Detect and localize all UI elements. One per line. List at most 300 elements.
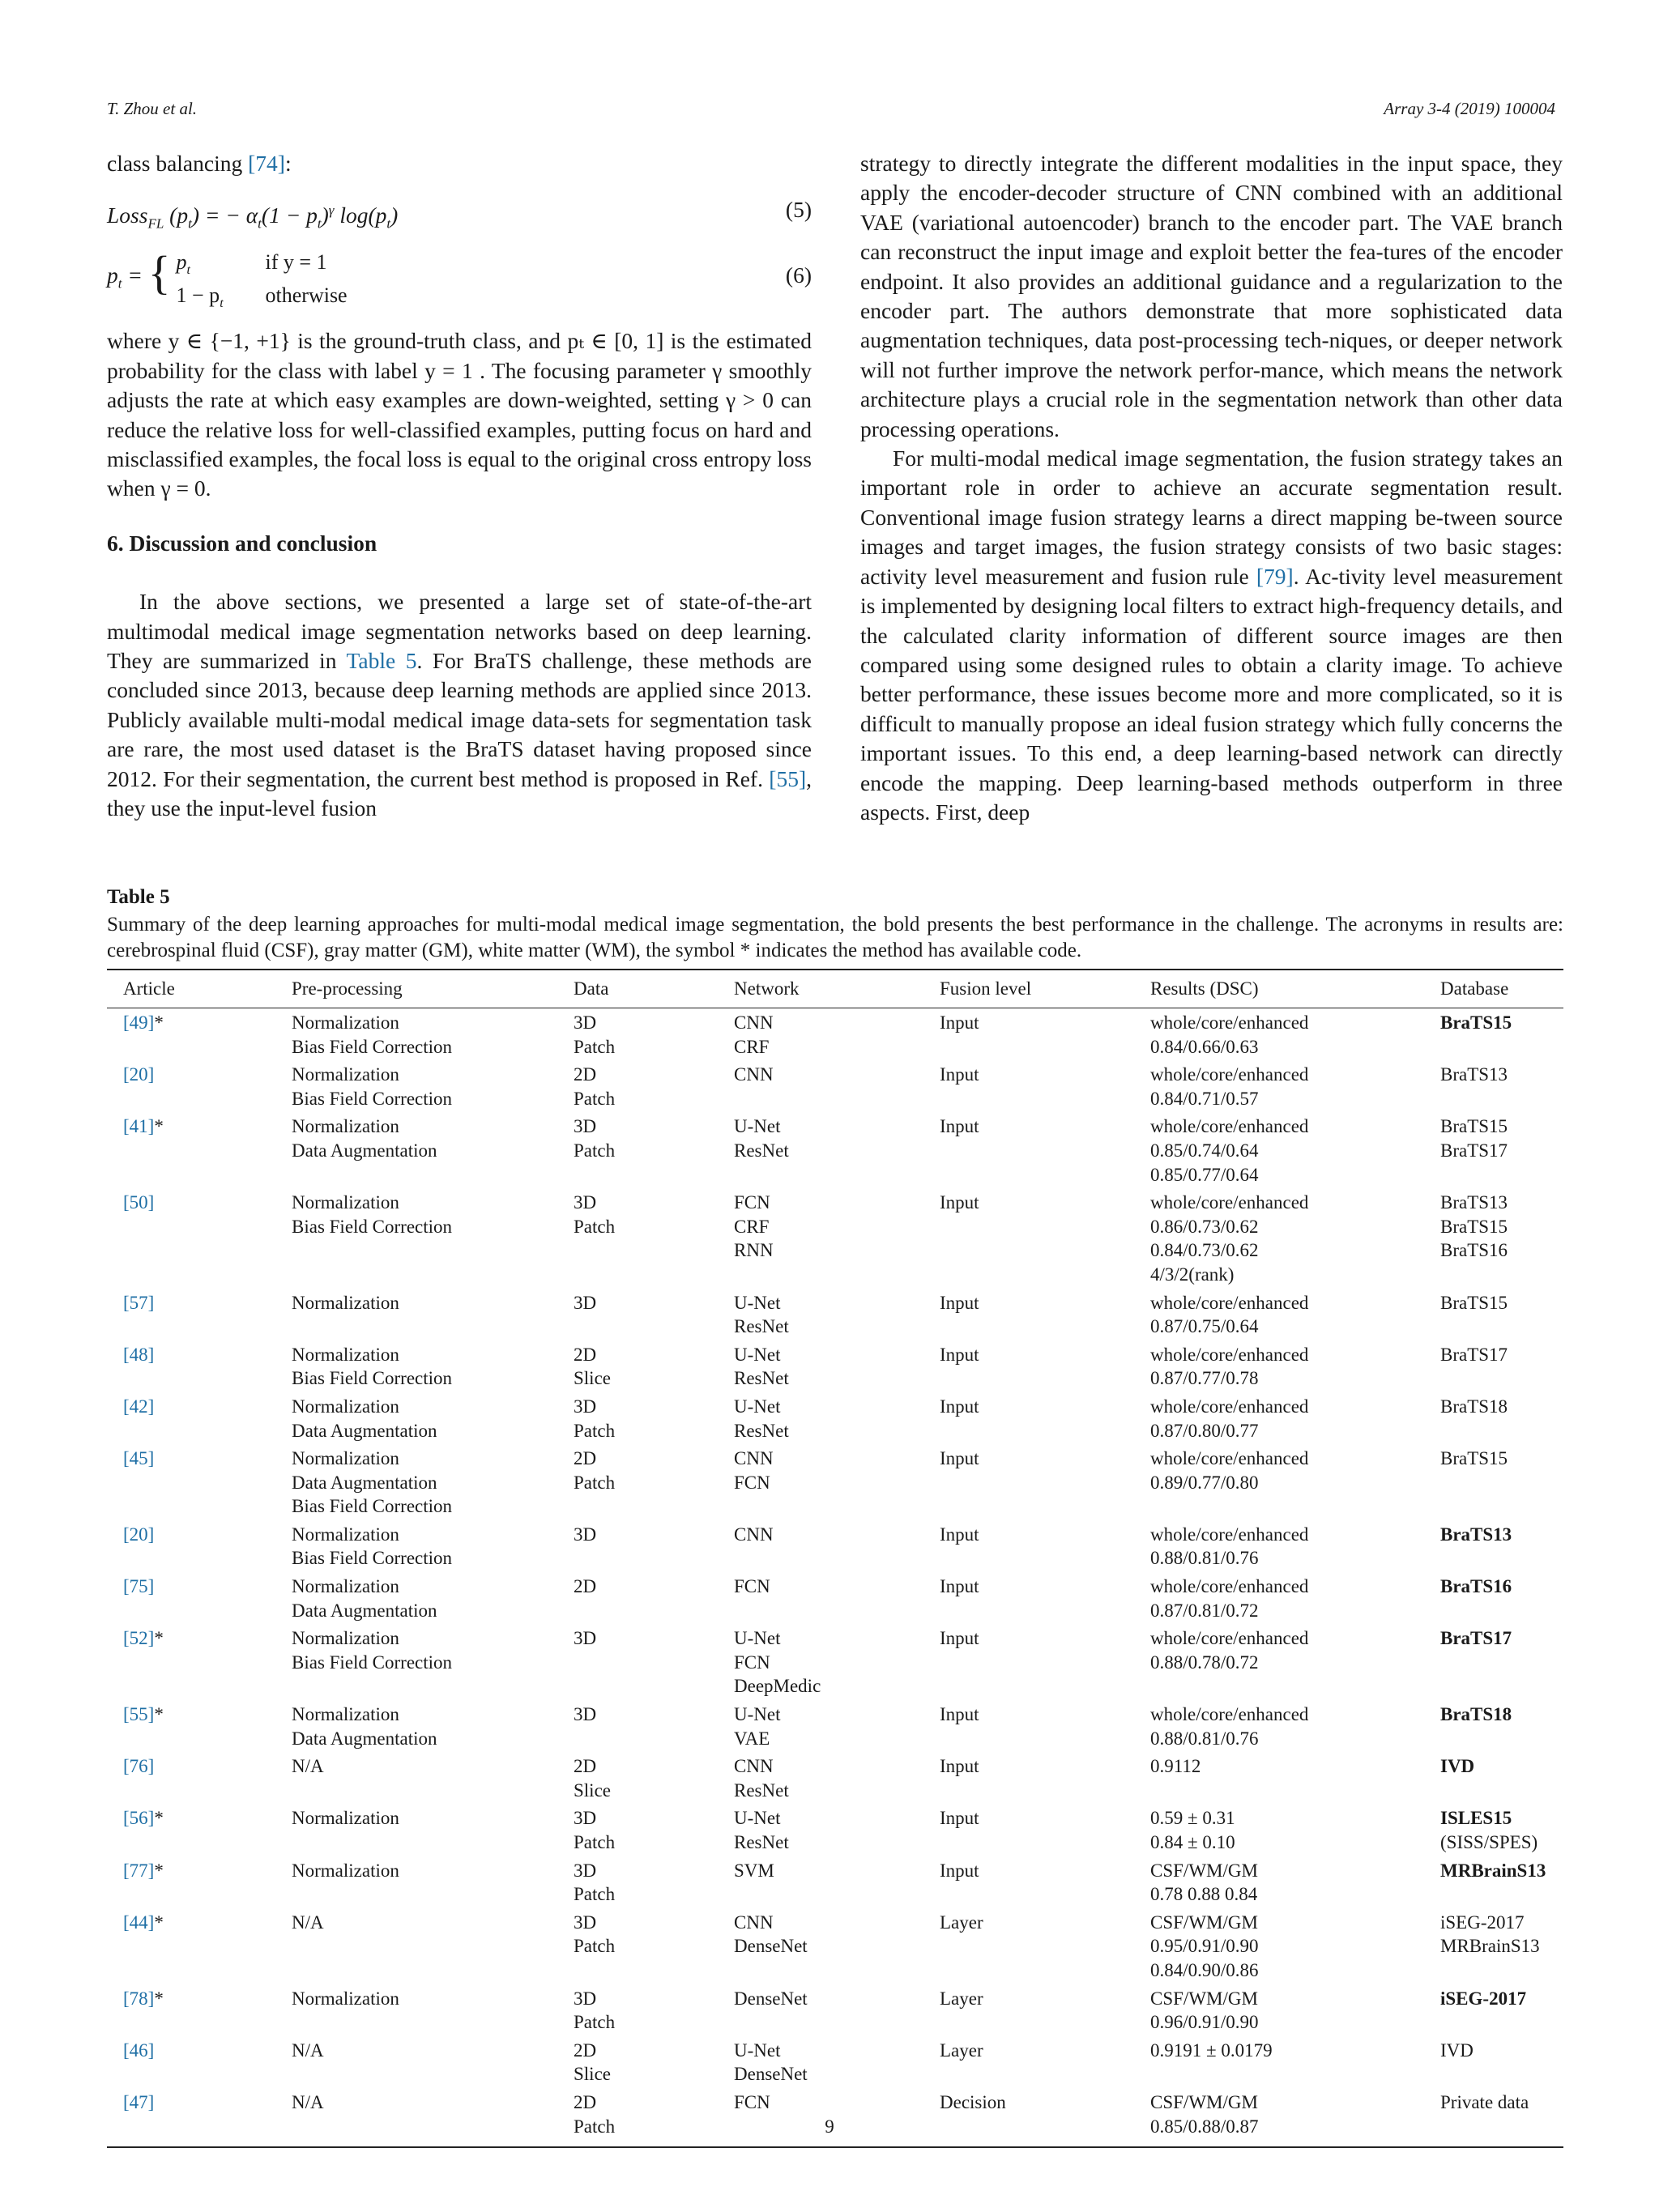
cell-line: 0.59 ± 0.31	[1150, 1808, 1235, 1829]
network-cell	[734, 1008, 940, 1061]
column-header: Network	[734, 970, 940, 1008]
cell-line: CNN	[734, 1064, 774, 1085]
cell-line: 0.88/0.78/0.72	[1150, 1652, 1259, 1673]
cell-line: IVD	[1440, 1756, 1475, 1777]
citation-link[interactable]: [48]	[123, 1344, 155, 1365]
results-cell	[1150, 2036, 1440, 2088]
results-cell	[1150, 1984, 1440, 2036]
cell-line: Normalization	[292, 1576, 399, 1597]
article-cell	[107, 1624, 292, 1700]
table-row	[107, 1520, 1563, 1572]
network-cell	[734, 1700, 940, 1752]
article-cell	[107, 1112, 292, 1188]
network-cell	[734, 1340, 940, 1392]
citation-link[interactable]: [78]	[123, 1988, 155, 2009]
fusion-level-cell: Input	[940, 1628, 979, 1649]
cell-line: FCN	[734, 1192, 770, 1213]
table-header-row	[107, 970, 1563, 1008]
cell-line: Patch	[574, 1832, 616, 1852]
cell-line: 0.84/0.71/0.57	[1150, 1088, 1259, 1109]
cell-line: BraTS17	[1440, 1140, 1508, 1161]
citation-link[interactable]: [20]	[123, 1064, 155, 1085]
code-available-marker: *	[154, 1912, 164, 1933]
cell-line: BraTS13	[1440, 1192, 1508, 1213]
data-cell	[574, 1340, 734, 1392]
code-available-marker: *	[154, 1860, 164, 1881]
cell-line: ResNet	[734, 1420, 789, 1441]
cell-line: 0.9191 ± 0.0179	[1150, 2039, 1273, 2061]
cell-line: whole/core/enhanced	[1150, 1576, 1309, 1597]
preprocessing-cell	[292, 1289, 574, 1340]
code-available-marker: *	[154, 1704, 164, 1725]
cell-line: 3D	[574, 1912, 597, 1933]
cell-line: 2D	[574, 1064, 597, 1085]
cell-line: Normalization	[292, 1116, 399, 1137]
table-row	[107, 1700, 1563, 1752]
cell-line: Normalization	[292, 1704, 399, 1725]
cell-line: Bias Field Correction	[292, 1088, 453, 1109]
database-cell	[1440, 1804, 1563, 1856]
fusion-level-cell: Input	[940, 1576, 979, 1597]
cell-line: 2D	[574, 2091, 597, 2112]
data-cell	[574, 1008, 734, 1061]
database-cell	[1440, 1700, 1563, 1752]
cell-line: CSF/WM/GM	[1150, 1912, 1258, 1933]
network-cell	[734, 1060, 940, 1112]
cell-line: Slice	[574, 1779, 611, 1801]
cell-line: DenseNet	[734, 2064, 808, 2085]
results-cell	[1150, 1444, 1440, 1520]
cell-line: Normalization	[292, 1808, 399, 1829]
cell-line: CNN	[734, 1012, 774, 1033]
preprocessing-cell	[292, 1856, 574, 1908]
cell-line: U-Net	[734, 2039, 781, 2061]
database-cell	[1440, 1856, 1563, 1908]
cell-line: CNN	[734, 1756, 774, 1777]
citation-link[interactable]: [49]	[123, 1012, 155, 1033]
cell-line: Slice	[574, 1368, 611, 1389]
cell-line: Normalization	[292, 1396, 399, 1417]
data-cell	[574, 1984, 734, 2036]
cell-line: 2D	[574, 1576, 597, 1597]
cell-line: BraTS17	[1440, 1628, 1512, 1649]
equation-6: $p_t$ = { $p_t$ if y = 1 $1 - p_t$ otherwise (6)	[107, 249, 812, 302]
database-cell	[1440, 1188, 1563, 1288]
cell-line: 2D	[574, 1756, 597, 1777]
cell-line: whole/core/enhanced	[1150, 1628, 1309, 1649]
left-column	[107, 149, 812, 824]
cell-line: BraTS18	[1440, 1704, 1512, 1725]
fusion-level-cell: Input	[940, 1808, 979, 1829]
data-cell	[574, 2036, 734, 2088]
cell-line: IVD	[1440, 2039, 1473, 2061]
brace-symbol: {	[147, 246, 171, 300]
database-cell	[1440, 1008, 1563, 1061]
cell-line: 0.84/0.66/0.63	[1150, 1036, 1259, 1057]
cell-line: Patch	[574, 2116, 616, 2137]
cell-line: CRF	[734, 1036, 770, 1057]
cell-line: MRBrainS13	[1440, 1860, 1546, 1881]
cell-line: BraTS16	[1440, 1576, 1512, 1597]
citation-link[interactable]: [42]	[123, 1396, 155, 1417]
cell-line: Patch	[574, 2012, 616, 2033]
table-caption: Summary of the deep learning approaches for multi-modal medical image segmentation, the bold presents the best performance in the challenge. The acronyms in results are: cerebrospinal fluid (CSF), gray matter (GM), white matter (WM), the symbol * indicates the method has available code.	[107, 914, 1563, 961]
citation-link[interactable]: [55]	[123, 1704, 155, 1725]
table-row	[107, 1908, 1563, 1984]
cell-line: Patch	[574, 1884, 616, 1905]
equation-5: Loss$_{FL}$ $(p_t)$ = − $\alpha_t(1 - p_t)^\gamma$ $\log(p_t)$ (5)	[107, 197, 812, 232]
cell-line: N/A	[292, 2039, 324, 2061]
page-number: 9	[825, 2116, 834, 2137]
cell-line: VAE	[734, 1728, 770, 1749]
cell-line: 3D	[574, 1192, 597, 1213]
network-cell	[734, 1572, 940, 1624]
code-available-marker: *	[154, 1012, 164, 1033]
data-cell	[574, 1572, 734, 1624]
cell-line: CNN	[734, 1448, 774, 1469]
network-cell	[734, 1908, 940, 1984]
code-available-marker: *	[154, 1116, 164, 1137]
results-cell	[1150, 1008, 1440, 1061]
cell-line: BraTS15	[1440, 1012, 1512, 1033]
cell-line: 3D	[574, 1524, 597, 1545]
cell-line: 0.89/0.77/0.80	[1150, 1472, 1259, 1493]
cell-line: BraTS13	[1440, 1064, 1508, 1085]
table-row	[107, 2036, 1563, 2088]
cell-line: 3D	[574, 1116, 597, 1137]
preprocessing-cell	[292, 1392, 574, 1444]
database-cell	[1440, 1392, 1563, 1444]
cell-line: CNN	[734, 1912, 774, 1933]
data-cell	[574, 1060, 734, 1112]
equation-number: (5)	[785, 197, 812, 223]
article-cell	[107, 1752, 292, 1804]
results-cell	[1150, 1112, 1440, 1188]
cell-line: Data Augmentation	[292, 1728, 437, 1749]
cell-line: Bias Field Correction	[292, 1036, 453, 1057]
table-row	[107, 1984, 1563, 2036]
cell-line: Patch	[574, 1140, 616, 1161]
column-header: Results (DSC)	[1150, 970, 1440, 1008]
cell-line: Data Augmentation	[292, 1140, 437, 1161]
table-row	[107, 1624, 1563, 1700]
citation-link[interactable]: [50]	[123, 1192, 155, 1213]
cell-line: Patch	[574, 1936, 616, 1957]
table-row	[107, 1856, 1563, 1908]
cell-line: BraTS18	[1440, 1396, 1508, 1417]
cell-line: whole/core/enhanced	[1150, 1192, 1309, 1213]
preprocessing-cell	[292, 1520, 574, 1572]
table-row	[107, 1188, 1563, 1288]
fusion-strategy-paragraph: For multi-modal medical image segmentation, the fusion strategy takes an important role in order to achieve an accurate segmentation result. Conventional image fusion strategy learns a direct mapping be-tween source images and target images, the fusion strategy consists of two basic stages: activity level measurement and fusion rule [79]. Ac-tivity level measurement is implemented by designing local filters to extract high-frequency details, and the calculated clarity information of different source images are then compared using some designed rules to obtain a clarity image. To achieve better performance, these issues become more and more complicated, so it is difficult to manually propose an ideal fusion strategy which fully concerns the important issues. To this end, a deep learning-based network can directly encode the mapping. Deep learning-based methods outperform in three aspects. First, deep	[860, 445, 1563, 825]
data-cell	[574, 1444, 734, 1520]
cell-line: Normalization	[292, 1012, 399, 1033]
database-cell	[1440, 1340, 1563, 1392]
article-cell	[107, 1520, 292, 1572]
citation-link[interactable]: [20]	[123, 1524, 155, 1545]
citation-link[interactable]: [76]	[123, 1756, 155, 1777]
fusion-level-cell: Input	[940, 1524, 979, 1545]
cell-line: 3D	[574, 1808, 597, 1829]
cell-line: MRBrainS13	[1440, 1936, 1540, 1957]
equation-number: (6)	[785, 262, 812, 288]
cell-line: whole/core/enhanced	[1150, 1344, 1309, 1365]
cell-line: ISLES15	[1440, 1808, 1512, 1829]
results-cell	[1150, 1572, 1440, 1624]
database-cell	[1440, 1444, 1563, 1520]
cell-line: ResNet	[734, 1779, 789, 1801]
cell-line: 0.85/0.74/0.64	[1150, 1140, 1259, 1161]
focal-loss-paragraph: where y ∈ {−1, +1} is the ground-truth class, and pₜ ∈ [0, 1] is the estimated probability for the class with label y = 1 . The focusing parameter γ smoothly adjusts the rate at which easy examples are down-weighted, setting γ > 0 can reduce the relative loss for well-classified examples, putting focus on hard and misclassified examples, the focal loss is equal to the original cross entropy loss when γ = 0.	[107, 328, 812, 501]
fusion-level-cell: Layer	[940, 2039, 983, 2061]
citation-link[interactable]: [74]	[248, 151, 285, 176]
citation-link[interactable]: [41]	[123, 1116, 155, 1137]
data-cell	[574, 1908, 734, 1984]
section-heading: 6. Discussion and conclusion	[107, 530, 377, 556]
cell-line: ResNet	[734, 1316, 789, 1337]
preprocessing-cell	[292, 1060, 574, 1112]
article-cell	[107, 2036, 292, 2088]
cell-line: whole/core/enhanced	[1150, 1448, 1309, 1469]
database-cell	[1440, 1520, 1563, 1572]
fusion-level-cell: Layer	[940, 1912, 983, 1933]
cell-line: 0.95/0.91/0.90	[1150, 1936, 1259, 1957]
preprocessing-cell	[292, 1752, 574, 1804]
fusion-level-cell: Input	[940, 1292, 979, 1313]
cell-line: 0.84 ± 0.10	[1150, 1832, 1235, 1852]
citation-link[interactable]: [55]	[769, 765, 807, 791]
results-cell	[1150, 1289, 1440, 1340]
cell-line: Normalization	[292, 1064, 399, 1085]
cell-line: Normalization	[292, 1192, 399, 1213]
results-cell	[1150, 1060, 1440, 1112]
article-cell	[107, 1700, 292, 1752]
citation-link[interactable]: [79]	[1256, 563, 1294, 589]
cell-line: 3D	[574, 1396, 597, 1417]
running-header-journal: Array 3-4 (2019) 100004	[1384, 99, 1555, 118]
cell-line: FCN	[734, 1472, 770, 1493]
fusion-level-cell: Input	[940, 1064, 979, 1085]
cell-line: CNN	[734, 1524, 774, 1545]
cell-line: Data Augmentation	[292, 1600, 437, 1621]
data-cell	[574, 1188, 734, 1288]
vae-paragraph: strategy to directly integrate the different modalities in the input space, they apply the encoder-decoder structure of CNN combined with an additional VAE (variational autoencoder) branch to the encoder part. The VAE branch can reconstruct the input image and exploit better the fea-tures of the encoder endpoint. It also provides an additional guidance and a regularization to the encoder part. The authors demonstrate that more sophisticated data augmentation techniques, data post-processing tech-niques, or deeper network will not further improve the network perfor-mance, which means the network architecture plays a crucial role in the segmentation network than other data processing operations.	[860, 151, 1563, 441]
table-row	[107, 1112, 1563, 1188]
cell-line: Normalization	[292, 1448, 399, 1469]
cell-line: Slice	[574, 2064, 611, 2085]
fusion-level-cell: Layer	[940, 1988, 983, 2009]
cell-line: Bias Field Correction	[292, 1652, 453, 1673]
network-cell	[734, 1112, 940, 1188]
citation-link[interactable]: [47]	[123, 2091, 155, 2112]
database-cell	[1440, 1060, 1563, 1112]
data-cell	[574, 1700, 734, 1752]
cell-line: BraTS15	[1440, 1292, 1508, 1313]
column-header: Fusion level	[940, 970, 1150, 1008]
cell-line: 0.85/0.77/0.64	[1150, 1164, 1259, 1185]
cell-line: Bias Field Correction	[292, 1216, 453, 1237]
cell-line: 0.84/0.73/0.62	[1150, 1240, 1259, 1261]
table-row	[107, 1804, 1563, 1856]
cell-line: 4/3/2(rank)	[1150, 1264, 1235, 1285]
fusion-level-cell: Input	[940, 1192, 979, 1213]
cell-line: Normalization	[292, 1860, 399, 1881]
citation-link[interactable]: [46]	[123, 2039, 155, 2061]
cell-line: 0.96/0.91/0.90	[1150, 2012, 1259, 2033]
preprocessing-cell	[292, 1112, 574, 1188]
results-cell	[1150, 1804, 1440, 1856]
cell-line: whole/core/enhanced	[1150, 1396, 1309, 1417]
preprocessing-cell	[292, 1804, 574, 1856]
database-cell	[1440, 1624, 1563, 1700]
cell-line: SVM	[734, 1860, 774, 1881]
data-cell	[574, 1289, 734, 1340]
cell-line: BraTS13	[1440, 1524, 1512, 1545]
database-cell	[1440, 1984, 1563, 2036]
table-row	[107, 1444, 1563, 1520]
article-cell	[107, 1856, 292, 1908]
cell-line: U-Net	[734, 1344, 781, 1365]
preprocessing-cell	[292, 1624, 574, 1700]
cell-line: Patch	[574, 1036, 616, 1057]
cell-line: Patch	[574, 1216, 616, 1237]
table-row	[107, 1392, 1563, 1444]
results-cell	[1150, 1700, 1440, 1752]
fusion-level-cell: Input	[940, 1012, 979, 1033]
article-cell	[107, 1444, 292, 1520]
cell-line: iSEG-2017	[1440, 1912, 1525, 1933]
network-cell	[734, 1984, 940, 2036]
citation-link[interactable]: [45]	[123, 1448, 155, 1469]
cell-line: whole/core/enhanced	[1150, 1116, 1309, 1137]
column-header: Article	[107, 970, 292, 1008]
citation-link[interactable]: [77]	[123, 1860, 155, 1881]
cell-line: Patch	[574, 1088, 616, 1109]
article-cell	[107, 1060, 292, 1112]
column-header: Data	[574, 970, 734, 1008]
fusion-level-cell: Decision	[940, 2091, 1006, 2112]
cell-line: Normalization	[292, 1628, 399, 1649]
fusion-level-cell: Input	[940, 1116, 979, 1137]
article-cell	[107, 1908, 292, 1984]
cell-line: FCN	[734, 2091, 770, 2112]
database-cell	[1440, 1289, 1563, 1340]
cell-line: Data Augmentation	[292, 1420, 437, 1441]
table-link[interactable]: Table 5	[346, 648, 417, 674]
cell-line: 0.87/0.75/0.64	[1150, 1316, 1259, 1337]
preprocessing-cell	[292, 1444, 574, 1520]
cell-line: N/A	[292, 1756, 324, 1777]
results-cell	[1150, 1392, 1440, 1444]
cell-line: U-Net	[734, 1396, 781, 1417]
cell-line: FCN	[734, 1576, 770, 1597]
cell-line: U-Net	[734, 1116, 781, 1137]
results-cell	[1150, 1752, 1440, 1804]
network-cell	[734, 1856, 940, 1908]
column-header: Database	[1440, 970, 1563, 1008]
database-cell	[1440, 1112, 1563, 1188]
results-cell	[1150, 1908, 1440, 1984]
cell-line: iSEG-2017	[1440, 1988, 1527, 2009]
code-available-marker: *	[154, 1628, 164, 1649]
preprocessing-cell	[292, 2036, 574, 2088]
cell-line: N/A	[292, 2091, 324, 2112]
summary-table	[107, 969, 1563, 2148]
data-cell	[574, 1752, 734, 1804]
results-cell	[1150, 1340, 1440, 1392]
network-cell	[734, 1520, 940, 1572]
cell-line: Patch	[574, 1472, 616, 1493]
cell-line: 2D	[574, 1448, 597, 1469]
cell-line: 2D	[574, 2039, 597, 2061]
cell-line: Bias Field Correction	[292, 1496, 453, 1517]
results-cell	[1150, 1188, 1440, 1288]
code-available-marker: *	[154, 1808, 164, 1829]
table-row	[107, 1060, 1563, 1112]
cell-line: 2D	[574, 1344, 597, 1365]
cell-line: ResNet	[734, 1832, 789, 1852]
cell-line: N/A	[292, 1912, 324, 1933]
cell-line: 0.86/0.73/0.62	[1150, 1216, 1259, 1237]
article-cell	[107, 1289, 292, 1340]
preprocessing-cell	[292, 1188, 574, 1288]
network-cell	[734, 1752, 940, 1804]
network-cell	[734, 1289, 940, 1340]
article-cell	[107, 1008, 292, 1061]
citation-link[interactable]: [75]	[123, 1576, 155, 1597]
article-cell	[107, 1188, 292, 1288]
cell-line: 0.9112	[1150, 1756, 1201, 1777]
network-cell	[734, 1804, 940, 1856]
results-cell	[1150, 1520, 1440, 1572]
cell-line: BraTS17	[1440, 1344, 1508, 1365]
table-row	[107, 1340, 1563, 1392]
cell-line: Data Augmentation	[292, 1472, 437, 1493]
fusion-level-cell: Input	[940, 1860, 979, 1881]
cell-line: 0.78 0.88 0.84	[1150, 1884, 1258, 1905]
data-cell	[574, 1112, 734, 1188]
network-cell	[734, 1392, 940, 1444]
database-cell	[1440, 1572, 1563, 1624]
cell-line: BraTS15	[1440, 1216, 1508, 1237]
column-header: Pre-processing	[292, 970, 574, 1008]
cell-line: 3D	[574, 1860, 597, 1881]
cell-line: whole/core/enhanced	[1150, 1064, 1309, 1085]
database-cell	[1440, 1752, 1563, 1804]
article-cell	[107, 1572, 292, 1624]
code-available-marker: *	[154, 1988, 164, 2009]
cell-line: Normalization	[292, 1344, 399, 1365]
article-cell	[107, 1340, 292, 1392]
cell-line: U-Net	[734, 1704, 781, 1725]
table-row	[107, 1572, 1563, 1624]
cell-line: Private data	[1440, 2091, 1529, 2112]
table-row	[107, 1008, 1563, 1061]
citation-link[interactable]: [52]	[123, 1628, 155, 1649]
cell-line: CSF/WM/GM	[1150, 2091, 1258, 2112]
cell-line: 3D	[574, 1704, 597, 1725]
running-header-authors: T. Zhou et al.	[107, 99, 198, 118]
cell-line: (SISS/SPES)	[1440, 1832, 1538, 1852]
database-cell	[1440, 1908, 1563, 1984]
cell-line: 0.87/0.81/0.72	[1150, 1600, 1259, 1621]
results-cell	[1150, 1624, 1440, 1700]
cell-line: whole/core/enhanced	[1150, 1012, 1309, 1033]
citation-link[interactable]: [57]	[123, 1292, 155, 1313]
citation-link[interactable]: [44]	[123, 1912, 155, 1933]
citation-link[interactable]: [56]	[123, 1808, 155, 1829]
cell-line: 3D	[574, 1988, 597, 2009]
